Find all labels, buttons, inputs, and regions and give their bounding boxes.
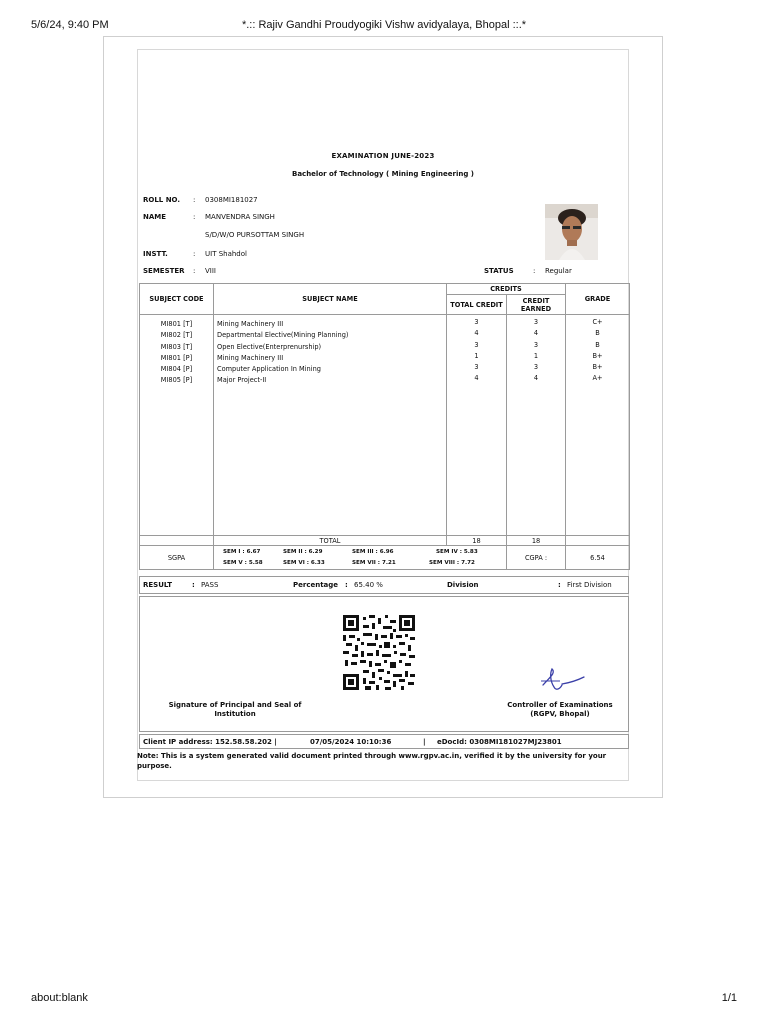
edoc-id: eDocId: 0308MI181027MJ23801 — [437, 738, 562, 746]
credit-earned-value: 4 — [533, 329, 539, 338]
total-label: TOTAL — [214, 536, 447, 546]
cgpa-label: CGPA : — [507, 546, 566, 570]
controller-signature-line1: Controller of Examinations — [507, 701, 613, 709]
credit-earned-cell — [507, 315, 566, 536]
client-ip: Client IP address: 152.58.58.202 | — [143, 738, 277, 746]
result-colon: : — [192, 581, 195, 589]
total-spacer — [140, 536, 214, 546]
subject-code: MI801 [T] — [160, 320, 193, 328]
credit-earned-value: 1 — [533, 351, 539, 360]
status-label: STATUS — [484, 267, 514, 275]
status-colon: : — [533, 267, 536, 275]
subject-name: Mining Machinery III — [217, 320, 284, 328]
sem-6-gpa: SEM VI : 6.33 — [283, 560, 325, 566]
principal-signature-line2: Institution — [214, 710, 256, 718]
header-credits: CREDITS — [447, 284, 566, 295]
semester-label: SEMESTER — [143, 267, 185, 275]
division-colon: : — [558, 581, 561, 589]
sem-3-gpa: SEM III : 6.96 — [352, 549, 394, 555]
total-grade-spacer — [566, 536, 630, 546]
semester-colon: : — [193, 267, 196, 275]
credit-earned-value: 4 — [533, 374, 539, 383]
grade-value: C+ — [592, 318, 603, 326]
header-grade: GRADE — [566, 284, 630, 315]
name-colon: : — [193, 213, 196, 221]
header-subject-code: SUBJECT CODE — [140, 284, 214, 315]
total-credit-value: 3 — [474, 363, 479, 372]
controller-signature-line2: (RGPV, Bhopal) — [530, 710, 590, 718]
roll-label: ROLL NO. — [143, 196, 181, 204]
principal-signature-line1: Signature of Principal and Seal of — [168, 701, 302, 709]
print-page-title: *.:: Rajiv Gandhi Proudyogiki Vishw avidyalaya, Bhopal ::.* — [241, 19, 527, 31]
sgpa-row — [140, 546, 630, 570]
student-photo — [545, 204, 598, 260]
total-row — [140, 536, 630, 546]
subject-name: Open Elective(Enterprenurship) — [217, 342, 322, 351]
grade-value: B — [595, 329, 600, 338]
inst-value: UIT Shahdol — [205, 250, 247, 258]
percentage-label: Percentage — [293, 581, 339, 589]
inst-colon: : — [193, 250, 196, 258]
subject-code: MI805 [P] — [160, 376, 193, 385]
subject-code: MI803 [T] — [160, 342, 193, 351]
client-separator: | — [423, 738, 426, 746]
client-info-row — [139, 734, 629, 749]
grade-cell — [566, 315, 630, 536]
status-value: Regular — [545, 267, 572, 275]
roll-value: 0308MI181027 — [205, 196, 258, 204]
percentage-colon: : — [345, 581, 348, 589]
total-earned-sum: 18 — [507, 536, 566, 546]
degree-heading: Bachelor of Technology ( Mining Engineering ) — [291, 170, 475, 178]
subjects-row — [140, 315, 630, 536]
total-credit-cell — [447, 315, 507, 536]
subject-code: MI802 [T] — [160, 331, 193, 340]
sgpa-label: SGPA — [140, 546, 214, 570]
division-label: Division — [447, 581, 479, 589]
subject-names-cell — [214, 315, 447, 536]
signature-section — [139, 596, 629, 732]
grade-value: B — [595, 340, 600, 349]
qr-code-icon — [343, 615, 415, 690]
print-url: about:blank — [31, 992, 88, 1004]
semester-value: VIII — [205, 267, 216, 275]
division-value: First Division — [567, 581, 612, 589]
total-credit-value: 4 — [474, 374, 479, 383]
header-total-credit: TOTAL CREDIT — [447, 295, 507, 315]
subject-code: MI801 [P] — [160, 353, 193, 362]
print-datetime: 5/6/24, 9:40 PM — [31, 19, 109, 31]
client-datetime: 07/05/2024 10:10:36 — [310, 738, 392, 746]
subject-code: MI804 [P] — [160, 365, 193, 374]
grade-value: B+ — [592, 363, 603, 372]
subject-name: Mining Machinery III — [217, 353, 284, 362]
percentage-value: 65.40 % — [354, 581, 383, 589]
header-subject-name: SUBJECT NAME — [214, 284, 447, 315]
credit-earned-value: 3 — [533, 363, 539, 372]
student-photo-image — [545, 204, 598, 260]
roll-colon: : — [193, 196, 196, 204]
sem-5-gpa: SEM V : 5.58 — [223, 560, 263, 566]
result-row — [139, 576, 629, 594]
sem-4-gpa: SEM IV : 5.83 — [436, 549, 478, 555]
result-value: PASS — [201, 581, 219, 589]
subject-name: Major Project-II — [217, 376, 267, 385]
system-note: Note: This is a system generated valid document printed through www.rgpv.ac.in, verified it by the university for your purpose. — [137, 752, 607, 770]
exam-heading: EXAMINATION JUNE-2023 — [331, 152, 435, 160]
result-label: RESULT — [143, 581, 172, 589]
inst-label: INSTT. — [143, 250, 168, 258]
total-credit-value: 4 — [474, 329, 479, 338]
credit-earned-value: 3 — [533, 340, 539, 349]
total-credit-value: 1 — [474, 351, 479, 360]
total-credit-value: 3 — [474, 340, 479, 349]
sem-1-gpa: SEM I : 6.67 — [223, 549, 261, 555]
sem-7-gpa: SEM VII : 7.21 — [352, 560, 396, 566]
print-footer — [31, 992, 737, 1006]
subject-name: Computer Application In Mining — [217, 365, 321, 374]
results-table — [139, 283, 630, 570]
name-value: MANVENDRA SINGH — [205, 213, 275, 221]
credit-earned-value: 3 — [533, 318, 539, 326]
cgpa-value: 6.54 — [566, 546, 630, 570]
subject-codes-cell — [140, 315, 214, 536]
name-label: NAME — [143, 213, 167, 221]
semester-gpa-cell — [214, 546, 507, 570]
results-table-wrapper — [139, 283, 629, 571]
controller-signature-icon — [538, 667, 588, 693]
header-credit-earned: CREDIT EARNED — [507, 295, 566, 315]
grade-value: A+ — [592, 374, 603, 383]
principal-signature — [150, 701, 320, 719]
sem-8-gpa: SEM VIII : 7.72 — [429, 560, 475, 566]
sem-2-gpa: SEM II : 6.29 — [283, 549, 323, 555]
grade-value: B+ — [592, 351, 603, 360]
print-header — [31, 19, 737, 33]
parent-value: S/D/W/O PURSOTTAM SINGH — [205, 231, 305, 239]
controller-signature — [490, 701, 630, 719]
total-credit-value: 3 — [474, 318, 479, 326]
print-page-number: 1/1 — [721, 992, 737, 1004]
total-credit-sum: 18 — [447, 536, 507, 546]
subject-name: Departmental Elective(Mining Planning) — [217, 331, 349, 340]
